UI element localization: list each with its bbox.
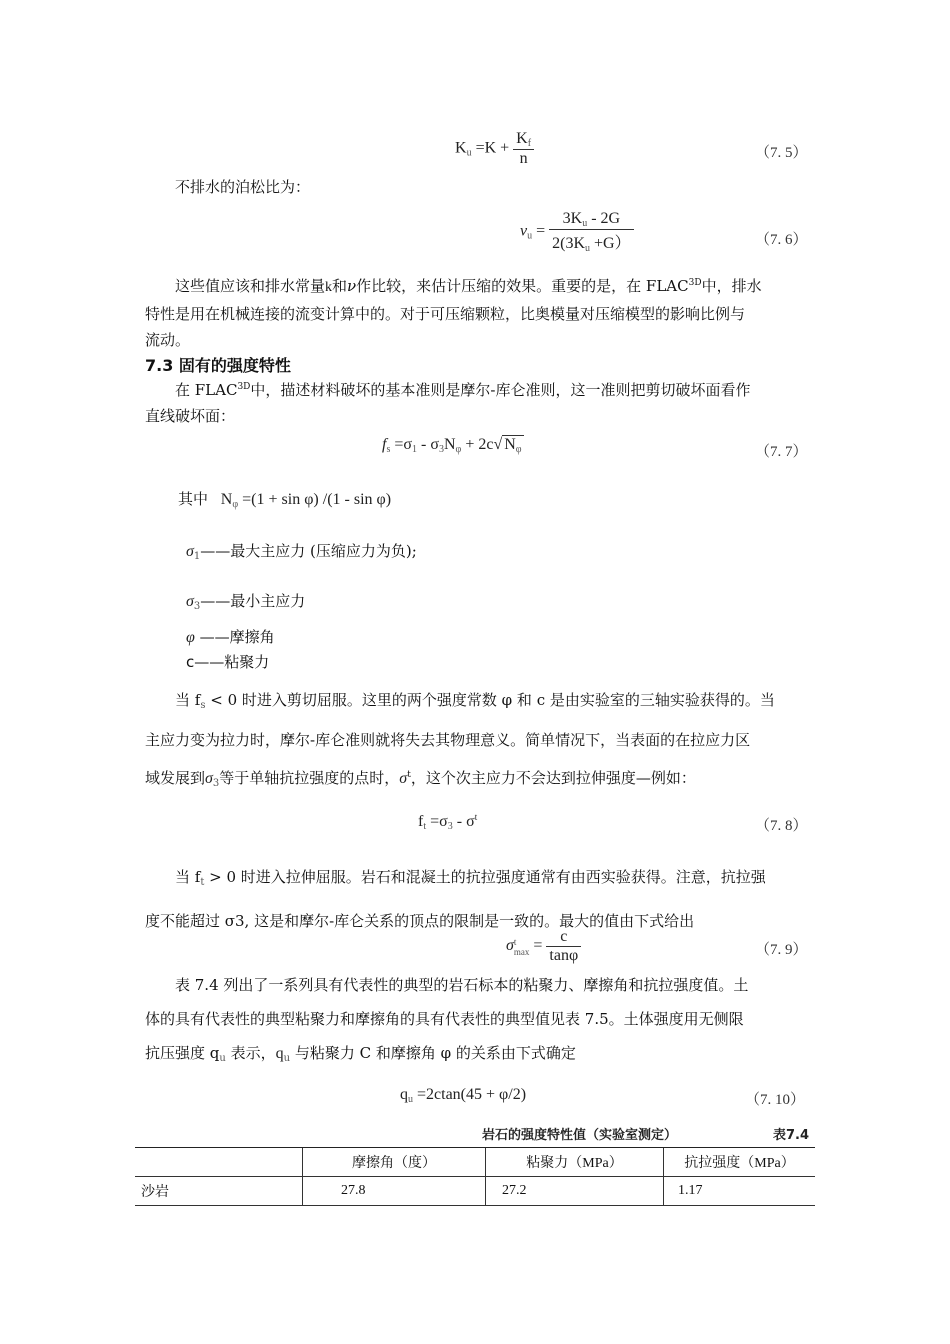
equation-number: （7. 8） bbox=[755, 818, 808, 834]
equation-number: （7. 5） bbox=[755, 145, 808, 161]
table-header-cell: 抗拉强度（MPa） bbox=[664, 1148, 816, 1177]
table-cell: 1.17 bbox=[664, 1177, 816, 1206]
rock-strength-table bbox=[135, 1147, 815, 1206]
table-cell: 27.2 bbox=[486, 1177, 664, 1206]
fraction: $\frac{c}{\tan\varphi}$ bbox=[546, 928, 581, 965]
definition-c: c——粘聚力 bbox=[186, 653, 270, 671]
table-cell: 27.8 bbox=[303, 1177, 486, 1206]
fraction: $\frac{K_f}{n}$ bbox=[513, 130, 534, 168]
fraction: $\frac{3K_u - 2G}{2(3K_u +G)}$ bbox=[549, 210, 633, 254]
equation-number: （7. 7） bbox=[755, 444, 808, 460]
table-number: 表7.4 bbox=[773, 1128, 810, 1143]
table-row bbox=[135, 1177, 815, 1206]
definition-phi: φ ——摩擦角 bbox=[186, 628, 275, 646]
paragraph-2: 在 $FLAC^{3D}$中，描述材料破坏的基本准则是摩尔-库仑准则，这一准则把剪切破坏面看作 直线破坏面： bbox=[145, 381, 751, 425]
paragraph-4: 当 $f_t > 0$ 时进入拉伸屈服。岩石和混凝土的抗拉强度通常有由西实验获得。注意，抗拉强 度不能超过 σ3, 这是和摩尔-库仑关系的顶点的限制是一致的。最大的值由下式给出 bbox=[145, 868, 766, 930]
equation-7-5: $K_u =K$ + $\frac{K_f}{n}$ bbox=[455, 130, 534, 168]
table-header-cell: 摩擦角（度） bbox=[303, 1148, 486, 1177]
equation-7-9: σt max = $\frac{c}{\tan\varphi}$ bbox=[506, 928, 581, 965]
paragraph-5: 表 7.4 列出了一系列具有代表性的典型的岩石标本的粘聚力、摩擦角和抗拉强度值。土 体的具有代表性的典型粘聚力和摩擦角的具有代表性的典型值见表 7.5。土体强度用无侧限 抗压强度 $q_u$ 表示，$q_u$ 与粘聚力 C 和摩擦角 φ 的关系由下式确定 bbox=[145, 976, 749, 1064]
equation-number: （7. 6） bbox=[755, 232, 808, 248]
equation-7-10: $q_u =2ctan(45 + \varphi/2)$ bbox=[400, 1086, 527, 1105]
where-clause: 其中 $N_\varphi =(1 + \sin \varphi)$ /(1 - sin φ) bbox=[178, 490, 392, 510]
paragraph-3: 当 $f_s < 0$ 时进入剪切屈服。这里的两个强度常数 φ 和 c 是由实验室的三轴实验获得的。当 主应力变为拉力时，摩尔-库仑准则就将失去其物理意义。简单情况下，当表面的在拉应力区 域发展到$\sigma_3$等于单轴抗拉强度的点时，$\sigma^t$，这个次主应力不会达到拉伸强度—例如： bbox=[145, 691, 775, 789]
definition-sigma3: $\sigma_3——$最小主应力 bbox=[186, 592, 306, 612]
table-cell: 沙岩 bbox=[135, 1177, 303, 1206]
equation-7-8: $f_t =\sigma_3 - \sigma^t$ bbox=[418, 812, 478, 832]
equation-7-7: $f_s =\sigma_1 - \sigma_3N_\varphi + 2c√$ $N_\varphi$ bbox=[382, 436, 522, 455]
equation-7-6: $\nu_u$ = $\frac{3K_u - 2G}{2(3K_u +G)}$ bbox=[520, 210, 634, 254]
equation-number: （7. 10） bbox=[745, 1092, 806, 1108]
equation-number: （7. 9） bbox=[755, 942, 808, 958]
paragraph-1: 这些值应该和排水常量k和ν作比较，来估计压缩的效果。重要的是，在 $FLAC^{3D}$中，排水 特性是用在机械连接的流变计算中的。对于可压缩颗粒，比奥模量对压缩模型的影响比例与 流动。 bbox=[145, 277, 762, 349]
definition-sigma1: $\sigma_1——$最大主应力 (压缩应力为负); bbox=[186, 542, 417, 562]
paragraph-text: 不排水的泊松比为： bbox=[175, 178, 311, 196]
table-caption: 岩石的强度特性值（实验室测定） bbox=[482, 1128, 678, 1143]
table-header-row bbox=[135, 1148, 815, 1177]
section-heading: 7.3 固有的强度特性 bbox=[145, 356, 291, 375]
table-header-cell: 粘聚力（MPa） bbox=[486, 1148, 664, 1177]
table-header-cell bbox=[135, 1148, 303, 1177]
